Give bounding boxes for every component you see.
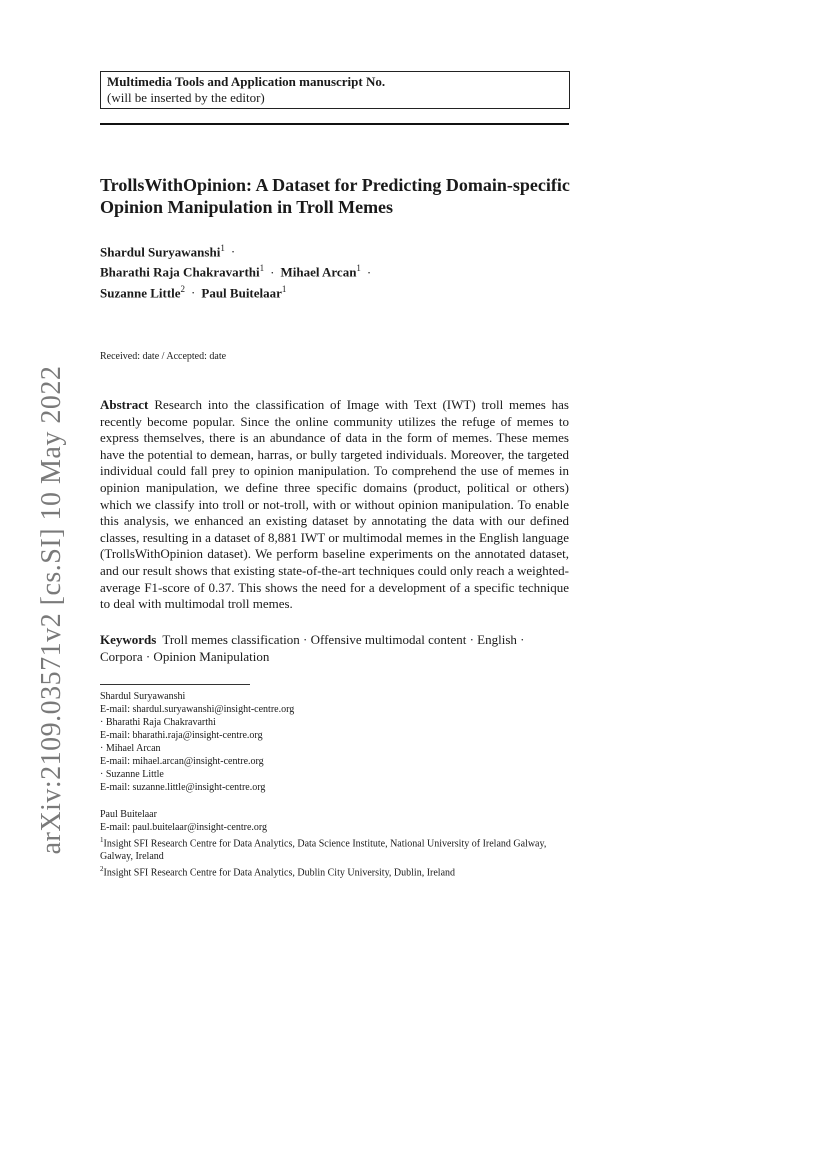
paper-title xyxy=(100,174,580,218)
author-list xyxy=(100,240,580,301)
arxiv-identifier-stamp: arXiv:2109.03571v2 [cs.SI] 10 May 2022 xyxy=(36,365,67,855)
author-affiliation-mark: 1 xyxy=(259,263,265,274)
footnote-rule xyxy=(100,684,250,685)
author-separator: · xyxy=(270,264,275,280)
author-affiliation-mark: 1 xyxy=(220,243,225,253)
author-name: Bharathi Raja Chakravarthi xyxy=(100,264,260,280)
author-line-2 xyxy=(100,260,580,280)
footnote-email: E-mail: mihael.arcan@insight-centre.org xyxy=(100,756,264,767)
affiliation-mark: 1 xyxy=(100,836,104,844)
author-name: Mihael Arcan xyxy=(280,264,357,280)
abstract xyxy=(100,397,569,613)
footnote-email: E-mail: bharathi.raja@insight-centre.org xyxy=(100,730,263,741)
affiliation-mark: 2 xyxy=(100,865,104,874)
keywords-heading: Keywords xyxy=(100,632,157,647)
affiliation-text: Insight SFI Research Centre for Data Analytics, Dublin City University, Dublin, Ireland xyxy=(103,867,456,879)
footnote-author: Paul Buitelaar xyxy=(100,809,157,820)
author-line-3 xyxy=(100,281,580,301)
affiliation-text: Insight SFI Research Centre for Data Analytics, Data Science Institute, National University of Ireland Galway, Galway, Ireland xyxy=(100,838,547,863)
footnote-author: Shardul Suryawanshi xyxy=(100,691,186,702)
title-line-1: TrollsWithOpinion: A Dataset for Predicting Domain-specific xyxy=(100,175,570,195)
journal-name: Multimedia Tools and Application manuscript No. xyxy=(107,74,386,89)
author-affiliation-mark: 2 xyxy=(180,283,186,294)
affiliation-2 xyxy=(100,863,580,879)
author-separator: · xyxy=(366,264,372,280)
footnote-email: E-mail: shardul.suryawanshi@insight-centre.org xyxy=(100,704,295,715)
author-affiliation-mark: 1 xyxy=(356,263,361,274)
abstract-heading: Abstract xyxy=(100,397,149,412)
author-separator: · xyxy=(230,244,236,260)
affiliation-1 xyxy=(100,834,580,863)
footnote-email: E-mail: suzanne.little@insight-centre.org xyxy=(100,782,266,793)
footnote-author: · Mihael Arcan xyxy=(100,743,161,754)
title-line-2: Opinion Manipulation in Troll Memes xyxy=(100,197,394,217)
author-name: Paul Buitelaar xyxy=(201,284,282,300)
author-name: Suzanne Little xyxy=(100,284,181,300)
footnote-author: · Suzanne Little xyxy=(100,769,164,780)
author-affiliation-mark: 1 xyxy=(281,283,287,294)
keywords xyxy=(100,631,569,665)
keywords-text: Troll memes classification · Offensive multimodal content · English · Corpora · Opinion Manipulation xyxy=(100,632,525,664)
author-line-1 xyxy=(100,240,580,260)
abstract-text: Research into the classification of Image with Text (IWT) troll memes has recently become popular. Since the online community utilizes the refuge of memes to express themselves, there is an abundance of data in the form of memes. These memes have the potential to demean, harras, or bully targeted individuals. Moreover, the targeted individual could fall prey to opinion manipulation. To comprehend the use of memes in opinion manipulation, we define three specific domains (product, political or others) which we classify into troll or not-troll, with or without opinion manipulation. To enable this analysis, we enhanced an existing dataset by annotating the data with our defined classes, resulting in a dataset of 8,881 IWT or multimodal memes in the English language (TrollsWithOpinion dataset). We perform baseline experiments on the annotated dataset, and our result shows that existing state-of-the-art techniques could only reach a weighted-average F1-score of 0.37. This shows the need for a development of a specific technique to deal with multimodal troll memes. xyxy=(100,397,569,612)
author-separator: · xyxy=(191,284,196,300)
footnotes xyxy=(100,690,580,880)
header-rule xyxy=(100,123,569,125)
footnote-author: · Bharathi Raja Chakravarthi xyxy=(100,717,216,728)
received-date: Received: date / Accepted: date xyxy=(100,351,227,362)
footnote-spacer xyxy=(100,794,580,808)
author-name: Shardul Suryawanshi xyxy=(100,244,221,260)
footnote-email: E-mail: paul.buitelaar@insight-centre.org xyxy=(100,822,268,833)
editor-note: (will be inserted by the editor) xyxy=(107,90,265,105)
journal-header-box xyxy=(100,71,570,109)
